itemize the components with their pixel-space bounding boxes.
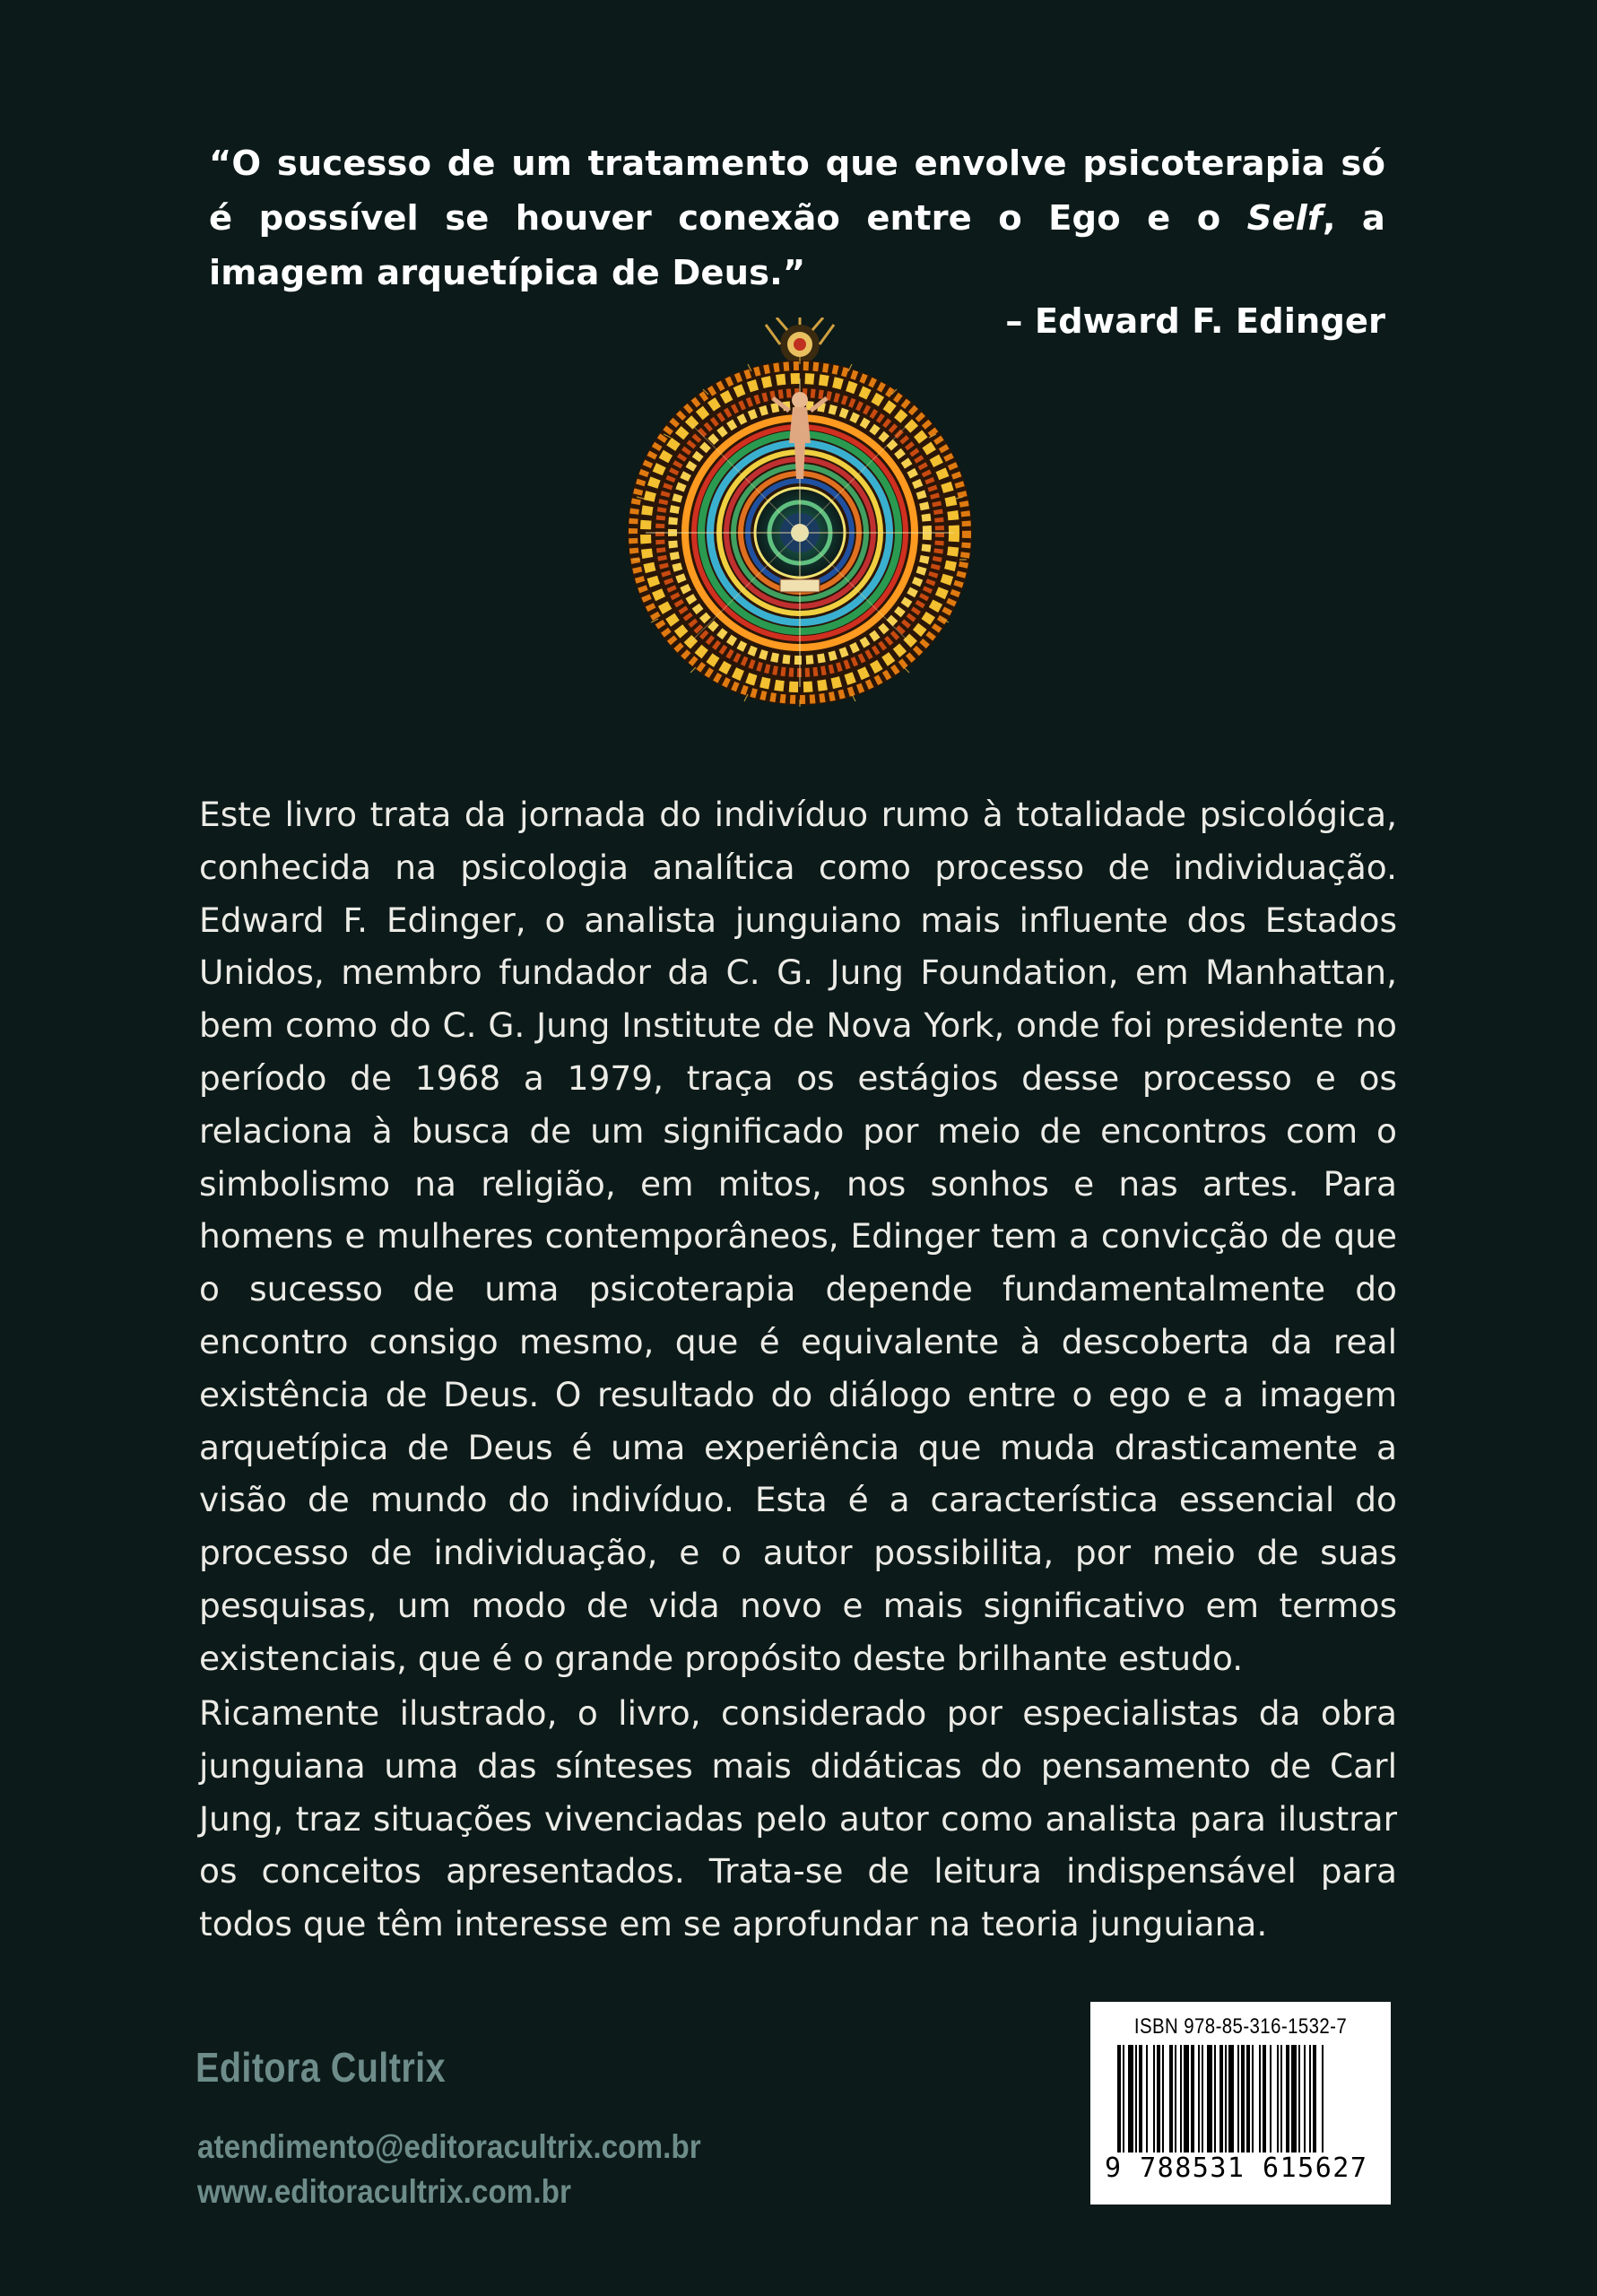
mandala-banner xyxy=(780,579,820,592)
quote-text-part1: “O sucesso de um tratamento que envolve psicoterapia só é possível se houver conexão entre o Ego e o xyxy=(209,144,1385,239)
barcode-bars xyxy=(1117,2045,1368,2156)
description-paragraph-2: Ricamente ilustrado, o livro, considerado por especialistas da obra junguiana uma das sínteses mais didáticas do pensamento de Carl Jung, traz situações vivenciadas pelo autor como analista para ilustrar os conceitos apresentados. Trata-se de leitura indispensável para todos que têm interesse em se aprofundar na teoria junguiana. xyxy=(199,1693,1397,1944)
publisher-website[interactable]: www.editoracultrix.com.br xyxy=(197,2173,571,2210)
description-paragraph-1: Este livro trata da jornada do indivíduo rumo à totalidade psicológica, conhecida na psicologia analítica como processo de individuação. Edward F. Edinger, o analista junguiano mais influente dos Estados Unidos, membro fundador da C. G. Jung Foundation, em Manhattan, bem como do C. G. Jung Institute de Nova York, onde foi presidente no período de 1968 a 1979, traça os estágios desse processo e os relaciona à busca de um significado por meio de encontros com o simbolismo na religião, em mitos, nos sonhos e nas artes. Para homens e mulheres contemporâneos, Edinger tem a convicção de que o sucesso de uma psicoterapia depende fundamentalmente do encontro consigo mesmo, que é equivalente à descoberta da real existência de Deus. O resultado do diálogo entre o ego e a imagem arquetípica de Deus é uma experiência que muda drasticamente a visão de mundo do indivíduo. Esta é a característica essencial do processo de individuação, e o autor possibilita, por meio de suas pesquisas, um modo de vida novo e mais significativo em termos existenciais, que é o grande propósito deste brilhante estudo. xyxy=(199,795,1397,1678)
epigraph-quote xyxy=(209,136,1385,300)
isbn-label: ISBN 978-85-316-1532-7 xyxy=(1133,2014,1348,2039)
quote-text-part2: , a imagem arquetípica de Deus.” xyxy=(209,198,1386,293)
quote-italic-self: Self xyxy=(1246,198,1323,239)
mandala-illustration xyxy=(622,317,977,709)
isbn-barcode xyxy=(1090,2002,1391,2205)
publisher-email[interactable]: atendimento@editoracultrix.com.br xyxy=(197,2128,701,2165)
publisher-name: Editora Cultrix xyxy=(195,2044,447,2091)
barcode-digits: 9 788531 615627 xyxy=(1105,2152,1368,2184)
quote-author: – Edward F. Edinger xyxy=(1005,301,1385,342)
